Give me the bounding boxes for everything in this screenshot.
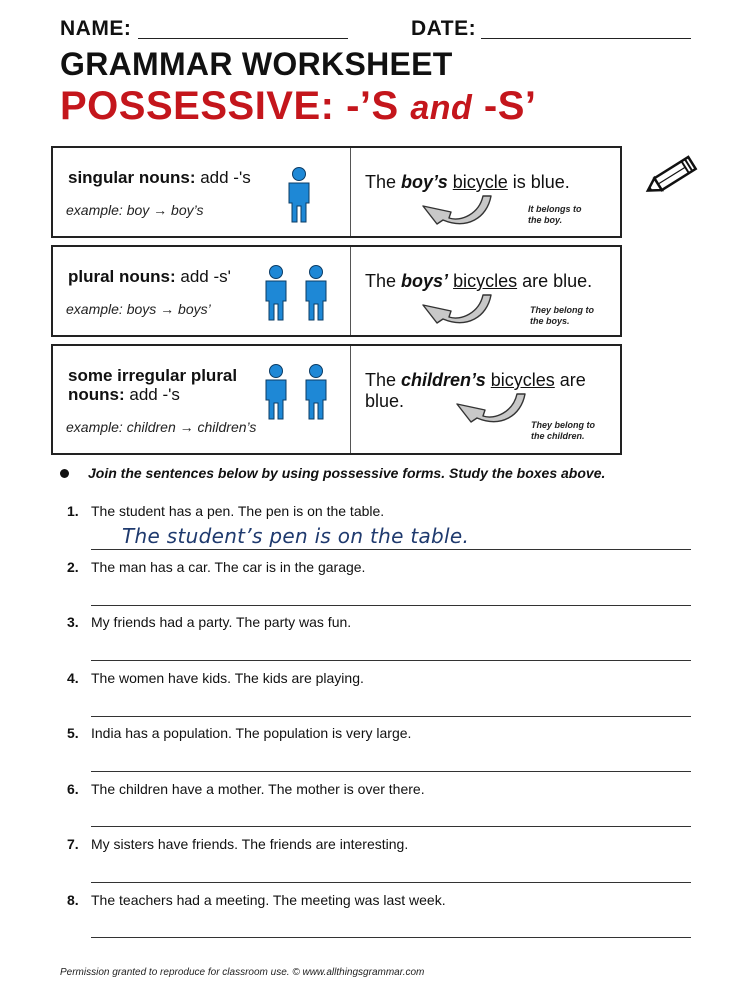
sentence-possessive: children’s	[401, 370, 486, 390]
bullet-icon	[60, 469, 69, 478]
question-text: The man has a car. The car is in the garage.	[91, 559, 366, 575]
question-number: 4.	[67, 670, 79, 686]
name-label: NAME:	[60, 17, 132, 40]
right-arrow-icon: →	[153, 202, 168, 218]
answer-line[interactable]	[91, 549, 691, 550]
subtitle-part-a: POSSESSIVE: -’S	[60, 84, 411, 128]
ownership-note: It belongs to the boy.	[528, 204, 582, 225]
name-field[interactable]	[138, 16, 348, 39]
date-label: DATE:	[411, 17, 477, 40]
date-field[interactable]	[481, 16, 691, 39]
question-number: 6.	[67, 781, 79, 797]
worksheet-title: GRAMMAR WORKSHEET	[60, 46, 453, 82]
question-number: 1.	[67, 503, 79, 519]
example-possessive: children’s	[193, 419, 257, 435]
instructions: Join the sentences below by using possessive forms. Study the boxes above.	[88, 465, 606, 481]
answer-line[interactable]	[91, 605, 691, 606]
person-icon	[303, 264, 329, 327]
rule-heading-bold: plural nouns:	[68, 267, 176, 286]
right-arrow-icon: →	[179, 419, 194, 435]
answer-line[interactable]	[91, 937, 691, 938]
worksheet-subtitle	[60, 84, 537, 129]
pencil-icon	[642, 152, 704, 205]
sentence-noun: bicycle	[452, 172, 508, 192]
curved-arrow-icon	[421, 194, 497, 233]
subtitle-part-b: -S’	[472, 84, 537, 128]
question-number: 8.	[67, 892, 79, 908]
rule-explanation	[53, 247, 351, 335]
curved-arrow-icon	[455, 392, 531, 431]
example-base: example: boys	[66, 301, 161, 317]
sentence-possessive: boys’	[401, 271, 449, 291]
rule-heading	[68, 366, 258, 404]
rule-illustration	[351, 247, 620, 335]
question-number: 7.	[67, 836, 79, 852]
sentence-end: is blue.	[507, 172, 570, 192]
example-sentence	[365, 172, 570, 193]
question-text: The women have kids. The kids are playing.	[91, 670, 364, 686]
rule-box-singular	[51, 146, 622, 238]
sentence-noun: bicycles	[453, 271, 518, 291]
rule-illustration	[351, 346, 620, 453]
question-text: The student has a pen. The pen is on the table.	[91, 503, 385, 519]
example-possessive: boy’s	[167, 202, 204, 218]
question-text: The teachers had a meeting. The meeting was last week.	[91, 892, 446, 908]
question-text: India has a population. The population is very large.	[91, 725, 412, 741]
rule-box-irregular	[51, 344, 622, 455]
question-text: The children have a mother. The mother is over there.	[91, 781, 425, 797]
rule-heading-rest: add -s'	[175, 267, 231, 286]
person-icon	[263, 363, 289, 426]
rule-example	[66, 301, 211, 317]
rule-illustration	[351, 148, 620, 236]
example-possessive: boys’	[174, 301, 211, 317]
ownership-note: They belong to the children.	[531, 420, 595, 441]
rule-explanation	[53, 346, 351, 453]
sentence-start: The	[365, 370, 402, 390]
rule-heading-bold: some irregular plural nouns:	[68, 366, 238, 404]
copyright-footer: Permission granted to reproduce for classroom use. © www.allthingsgrammar.com	[60, 967, 425, 978]
curved-arrow-icon	[421, 293, 497, 332]
subtitle-and: and	[410, 89, 473, 127]
answer-text: The student’s pen is on the table.	[122, 524, 470, 548]
person-icon	[303, 363, 329, 426]
rule-heading-bold: singular nouns:	[68, 168, 196, 187]
rule-heading-rest: add -'s	[195, 168, 251, 187]
answer-line[interactable]	[91, 882, 691, 883]
sentence-end: are blue.	[517, 271, 593, 291]
right-arrow-icon: →	[160, 301, 175, 317]
sentence-possessive: boy’s	[401, 172, 448, 192]
person-icon	[263, 264, 289, 327]
rule-heading-rest: add -'s	[124, 385, 180, 404]
answer-line[interactable]	[91, 826, 691, 827]
question-number: 5.	[67, 725, 79, 741]
answer-line[interactable]	[91, 716, 691, 717]
example-sentence	[365, 271, 592, 292]
sentence-start: The	[365, 271, 402, 291]
question-text: My sisters have friends. The friends are interesting.	[91, 836, 409, 852]
sentence-end: are blue.	[365, 370, 586, 411]
question-number: 3.	[67, 614, 79, 630]
rule-explanation	[53, 148, 351, 236]
person-icon	[286, 166, 312, 229]
example-base: example: boy	[66, 202, 154, 218]
sentence-start: The	[365, 172, 402, 192]
rule-heading	[68, 168, 251, 187]
ownership-note: They belong to the boys.	[530, 305, 594, 326]
rule-box-plural	[51, 245, 622, 337]
question-number: 2.	[67, 559, 79, 575]
answer-line[interactable]	[91, 660, 691, 661]
rule-heading	[68, 267, 231, 286]
rule-example	[66, 419, 256, 435]
sentence-noun: bicycles	[490, 370, 555, 390]
rule-example	[66, 202, 204, 218]
question-text: My friends had a party. The party was fun.	[91, 614, 352, 630]
example-base: example: children	[66, 419, 180, 435]
answer-line[interactable]	[91, 771, 691, 772]
